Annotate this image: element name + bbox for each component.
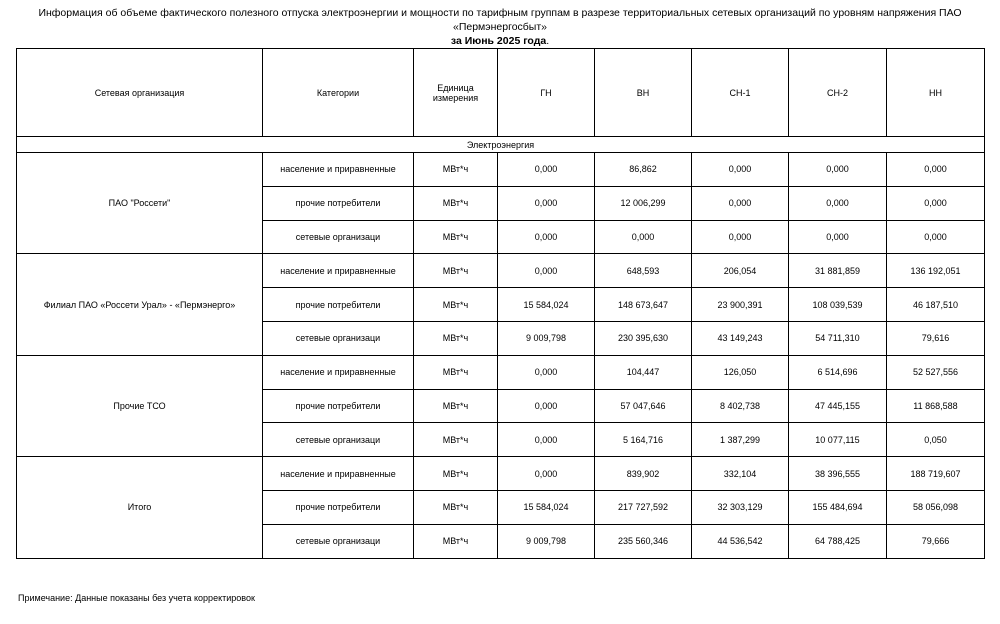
gn-cell: 0,000 xyxy=(498,220,595,254)
unit-cell: МВт*ч xyxy=(414,355,498,389)
header-org: Сетевая организация xyxy=(17,49,263,137)
vn-cell: 235 560,346 xyxy=(595,524,692,558)
vn-cell: 104,447 xyxy=(595,355,692,389)
report-title xyxy=(0,6,1000,48)
table-row xyxy=(17,457,985,491)
unit-cell: МВт*ч xyxy=(414,254,498,288)
header-unit: Единица измерения xyxy=(414,49,498,137)
org-name-cell: Прочие ТСО xyxy=(17,355,263,456)
vn-cell: 839,902 xyxy=(595,457,692,491)
gn-cell: 0,000 xyxy=(498,254,595,288)
category-cell: сетевые организаци xyxy=(263,524,414,558)
section-label: Электроэнергия xyxy=(17,137,985,153)
sn1-cell: 0,000 xyxy=(692,153,789,187)
category-cell: население и приравненные xyxy=(263,153,414,187)
unit-cell: МВт*ч xyxy=(414,153,498,187)
report-title-line2 xyxy=(0,34,1000,48)
report-period-suffix: . xyxy=(546,35,550,47)
nn-cell: 0,050 xyxy=(887,423,985,457)
sn2-cell: 155 484,694 xyxy=(789,490,887,524)
sn1-cell: 44 536,542 xyxy=(692,524,789,558)
sn2-cell: 6 514,696 xyxy=(789,355,887,389)
header-sn1: СН-1 xyxy=(692,49,789,137)
category-cell: сетевые организаци xyxy=(263,321,414,355)
category-cell: прочие потребители xyxy=(263,490,414,524)
sn1-cell: 23 900,391 xyxy=(692,288,789,322)
unit-cell: МВт*ч xyxy=(414,524,498,558)
vn-cell: 12 006,299 xyxy=(595,186,692,220)
sn1-cell: 1 387,299 xyxy=(692,423,789,457)
nn-cell: 188 719,607 xyxy=(887,457,985,491)
gn-cell: 0,000 xyxy=(498,389,595,423)
sn2-cell: 64 788,425 xyxy=(789,524,887,558)
category-cell: население и приравненные xyxy=(263,355,414,389)
header-gn: ГН xyxy=(498,49,595,137)
gn-cell: 0,000 xyxy=(498,457,595,491)
category-cell: население и приравненные xyxy=(263,457,414,491)
nn-cell: 79,616 xyxy=(887,321,985,355)
sn2-cell: 10 077,115 xyxy=(789,423,887,457)
unit-cell: МВт*ч xyxy=(414,288,498,322)
category-cell: население и приравненные xyxy=(263,254,414,288)
gn-cell: 0,000 xyxy=(498,423,595,457)
sn1-cell: 8 402,738 xyxy=(692,389,789,423)
org-name-cell: Филиал ПАО «Россети Урал» - «Пермэнерго» xyxy=(17,254,263,355)
vn-cell: 648,593 xyxy=(595,254,692,288)
unit-cell: МВт*ч xyxy=(414,321,498,355)
vn-cell: 5 164,716 xyxy=(595,423,692,457)
nn-cell: 79,666 xyxy=(887,524,985,558)
nn-cell: 0,000 xyxy=(887,220,985,254)
category-cell: прочие потребители xyxy=(263,186,414,220)
table-body xyxy=(17,49,985,559)
sn2-cell: 0,000 xyxy=(789,153,887,187)
vn-cell: 86,862 xyxy=(595,153,692,187)
vn-cell: 0,000 xyxy=(595,220,692,254)
unit-cell: МВт*ч xyxy=(414,423,498,457)
vn-cell: 57 047,646 xyxy=(595,389,692,423)
nn-cell: 0,000 xyxy=(887,153,985,187)
sn1-cell: 0,000 xyxy=(692,220,789,254)
org-name-cell: ПАО "Россети" xyxy=(17,153,263,254)
report-title-line1: Информация об объеме фактического полезного отпуска электроэнергии и мощности по тарифным группам в разрезе территориальных сетевых организаций по уровням напряжения ПАО «Пермэнергосбыт» xyxy=(38,7,962,33)
sn2-cell: 0,000 xyxy=(789,186,887,220)
sn1-cell: 43 149,243 xyxy=(692,321,789,355)
gn-cell: 9 009,798 xyxy=(498,524,595,558)
sn2-cell: 38 396,555 xyxy=(789,457,887,491)
header-vn: ВН xyxy=(595,49,692,137)
energy-report-table xyxy=(16,48,985,559)
header-sn2: СН-2 xyxy=(789,49,887,137)
gn-cell: 0,000 xyxy=(498,153,595,187)
category-cell: сетевые организаци xyxy=(263,220,414,254)
category-cell: сетевые организаци xyxy=(263,423,414,457)
sn2-cell: 47 445,155 xyxy=(789,389,887,423)
sn2-cell: 108 039,539 xyxy=(789,288,887,322)
vn-cell: 230 395,630 xyxy=(595,321,692,355)
sn2-cell: 54 711,310 xyxy=(789,321,887,355)
sn1-cell: 126,050 xyxy=(692,355,789,389)
nn-cell: 52 527,556 xyxy=(887,355,985,389)
header-nn: НН xyxy=(887,49,985,137)
unit-cell: МВт*ч xyxy=(414,186,498,220)
nn-cell: 58 056,098 xyxy=(887,490,985,524)
sn2-cell: 31 881,859 xyxy=(789,254,887,288)
header-row xyxy=(17,49,985,137)
org-name-cell: Итого xyxy=(17,457,263,558)
sn1-cell: 206,054 xyxy=(692,254,789,288)
gn-cell: 0,000 xyxy=(498,186,595,220)
section-row xyxy=(17,137,985,153)
table-row xyxy=(17,254,985,288)
gn-cell: 0,000 xyxy=(498,355,595,389)
gn-cell: 9 009,798 xyxy=(498,321,595,355)
unit-cell: МВт*ч xyxy=(414,457,498,491)
footnote: Примечание: Данные показаны без учета корректировок xyxy=(18,593,255,603)
sn1-cell: 32 303,129 xyxy=(692,490,789,524)
report-period: за Июнь 2025 года xyxy=(450,35,547,47)
nn-cell: 11 868,588 xyxy=(887,389,985,423)
header-category: Категории xyxy=(263,49,414,137)
unit-cell: МВт*ч xyxy=(414,490,498,524)
table-row xyxy=(17,355,985,389)
unit-cell: МВт*ч xyxy=(414,389,498,423)
gn-cell: 15 584,024 xyxy=(498,490,595,524)
vn-cell: 217 727,592 xyxy=(595,490,692,524)
gn-cell: 15 584,024 xyxy=(498,288,595,322)
category-cell: прочие потребители xyxy=(263,288,414,322)
sn1-cell: 0,000 xyxy=(692,186,789,220)
sn2-cell: 0,000 xyxy=(789,220,887,254)
unit-cell: МВт*ч xyxy=(414,220,498,254)
nn-cell: 136 192,051 xyxy=(887,254,985,288)
nn-cell: 0,000 xyxy=(887,186,985,220)
category-cell: прочие потребители xyxy=(263,389,414,423)
nn-cell: 46 187,510 xyxy=(887,288,985,322)
sn1-cell: 332,104 xyxy=(692,457,789,491)
vn-cell: 148 673,647 xyxy=(595,288,692,322)
table-row xyxy=(17,153,985,187)
